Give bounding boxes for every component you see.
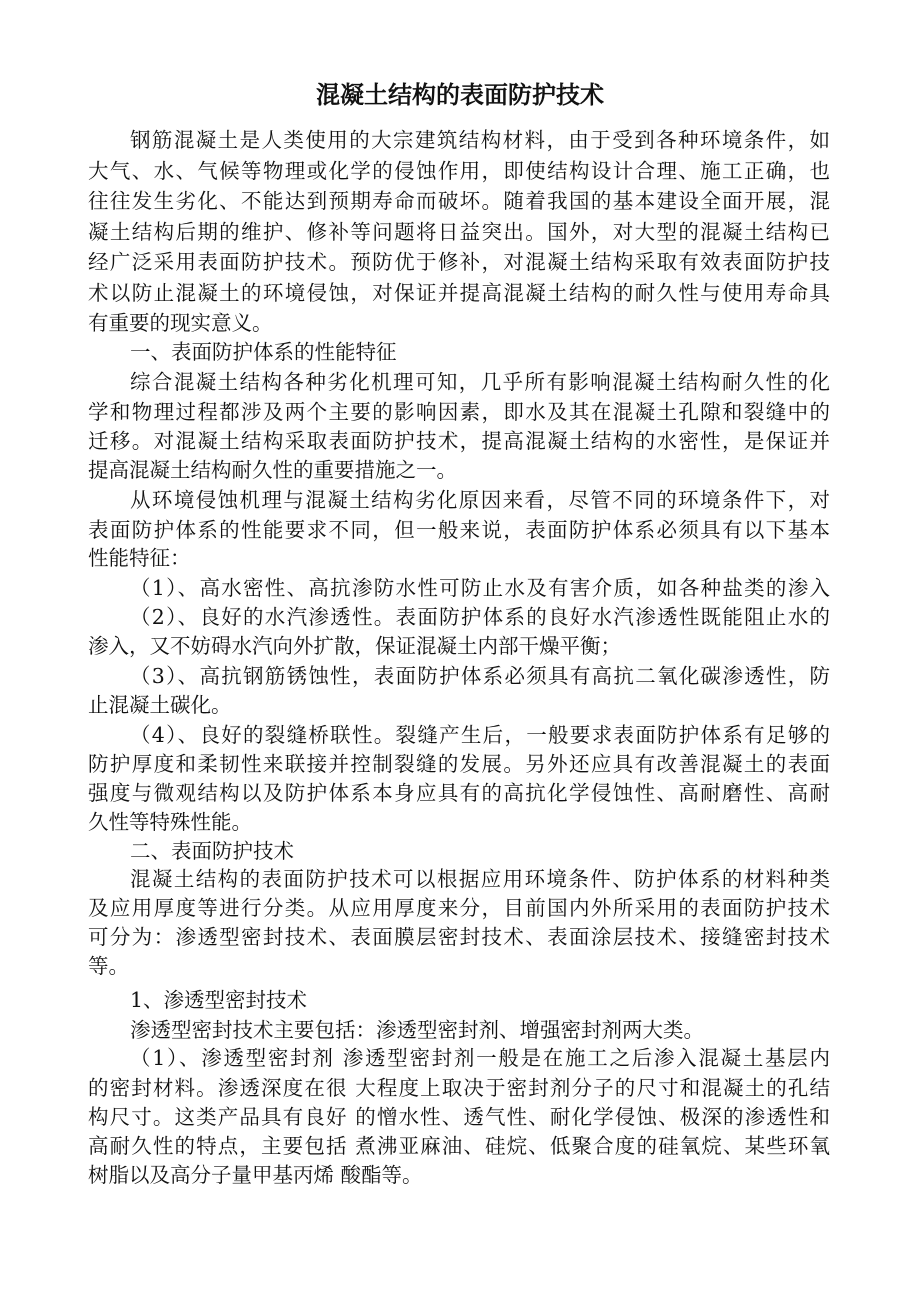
paragraph-line: 树脂以及高分子量甲基丙烯 酸酯等。 [88,1163,423,1187]
paragraph-line: 可分为：渗透型密封技术、表面膜层密封技术、表面涂层技术、接缝密封技术 [88,925,830,949]
paragraph-line: 大气、水、气候等物理或化学的侵蚀作用，即使结构设计合理、施工正确，也 [88,159,830,183]
paragraph-line: 学和物理过程都涉及两个主要的影响因素，即水及其在混凝土孔隙和裂缝中的 [88,400,830,424]
paragraph-line: 等。 [88,954,129,978]
paragraph-line: 凝土结构后期的维护、修补等问题将日益突出。国外，对大型的混凝土结构已 [88,220,830,244]
paragraph-line: 迁移。对混凝土结构采取表面防护技术，提高混凝土结构的水密性，是保证并 [88,429,830,453]
paragraph-line: 强度与微观结构以及防护体系本身应具有的高抗化学侵蚀性、高耐磨性、高耐 [88,781,830,805]
paragraph-line: 综合混凝土结构各种劣化机理可知，几乎所有影响混凝土结构耐久性的化 [130,370,830,394]
paragraph-line: 止混凝土碳化。 [88,693,232,717]
paragraph-line: 渗透型密封技术主要包括：渗透型密封剂、增强密封剂两大类。 [130,1018,704,1042]
paragraph-line: （3）、高抗钢筋锈蚀性，表面防护体系必须具有高抗二氧化碳渗透性，防 [130,664,830,688]
section-heading: 一、表面防护体系的性能特征 [130,340,397,364]
paragraph-line: （4）、良好的裂缝桥联性。裂缝产生后，一般要求表面防护体系有足够的 [130,723,830,747]
paragraph-line: 提高混凝土结构耐久性的重要措施之一。 [88,458,457,482]
paragraph-line: （1）、高水密性、高抗渗防水性可防止水及有害介质，如各种盐类的渗入 [130,576,830,600]
paragraph-line: 高耐久性的特点，主要包括 煮沸亚麻油、硅烷、低聚合度的硅氧烷、某些环氧 [88,1134,830,1158]
paragraph-line: 久性等特殊性能。 [88,810,252,834]
paragraph-line: 渗入，又不妨碍水汽向外扩散，保证混凝土内部干燥平衡； [88,634,621,658]
paragraph-line: 从环境侵蚀机理与混凝土结构劣化原因来看，尽管不同的环境条件下，对 [130,488,830,512]
section-heading: 1、渗透型密封技术 [130,988,308,1012]
paragraph-line: 表面防护体系的性能要求不同，但一般来说，表面防护体系必须具有以下基本 [88,518,830,542]
paragraph-line: 性能特征： [88,546,191,570]
paragraph-line: （1）、渗透型密封剂 渗透型密封剂一般是在施工之后渗入混凝土基层内 [130,1046,830,1070]
paragraph-line: 术以防止混凝土的环境侵蚀，对保证并提高混凝土结构的耐久性与使用寿命具 [88,281,830,305]
paragraph-line: （2）、良好的水汽渗透性。表面防护体系的良好水汽渗透性既能阻止水的 [130,605,830,629]
paragraph-line: 经广泛采用表面防护技术。预防优于修补，对混凝土结构采取有效表面防护技 [88,250,830,274]
document-title: 混凝土结构的表面防护技术 [316,80,604,109]
paragraph-line: 有重要的现实意义。 [88,311,273,335]
paragraph-line: 的密封材料。渗透深度在很 大程度上取决于密封剂分子的尺寸和混凝土的孔结 [88,1076,830,1100]
paragraph-line: 钢筋混凝土是人类使用的大宗建筑结构材料，由于受到各种环境条件，如 [130,128,830,152]
paragraph-line: 及应用厚度等进行分类。从应用厚度来分，目前国内外所采用的表面防护技术 [88,896,830,920]
section-heading: 二、表面防护技术 [130,839,294,863]
paragraph-line: 防护厚度和柔韧性来联接并控制裂缝的发展。另外还应具有改善混凝土的表面 [88,752,830,776]
paragraph-line: 混凝土结构的表面防护技术可以根据应用环境条件、防护体系的材料种类 [130,867,830,891]
paragraph-line: 往往发生劣化、不能达到预期寿命而破坏。随着我国的基本建设全面开展，混 [88,189,830,213]
paragraph-line: 构尺寸。这类产品具有良好 的憎水性、透气性、耐化学侵蚀、极深的渗透性和 [88,1105,830,1129]
